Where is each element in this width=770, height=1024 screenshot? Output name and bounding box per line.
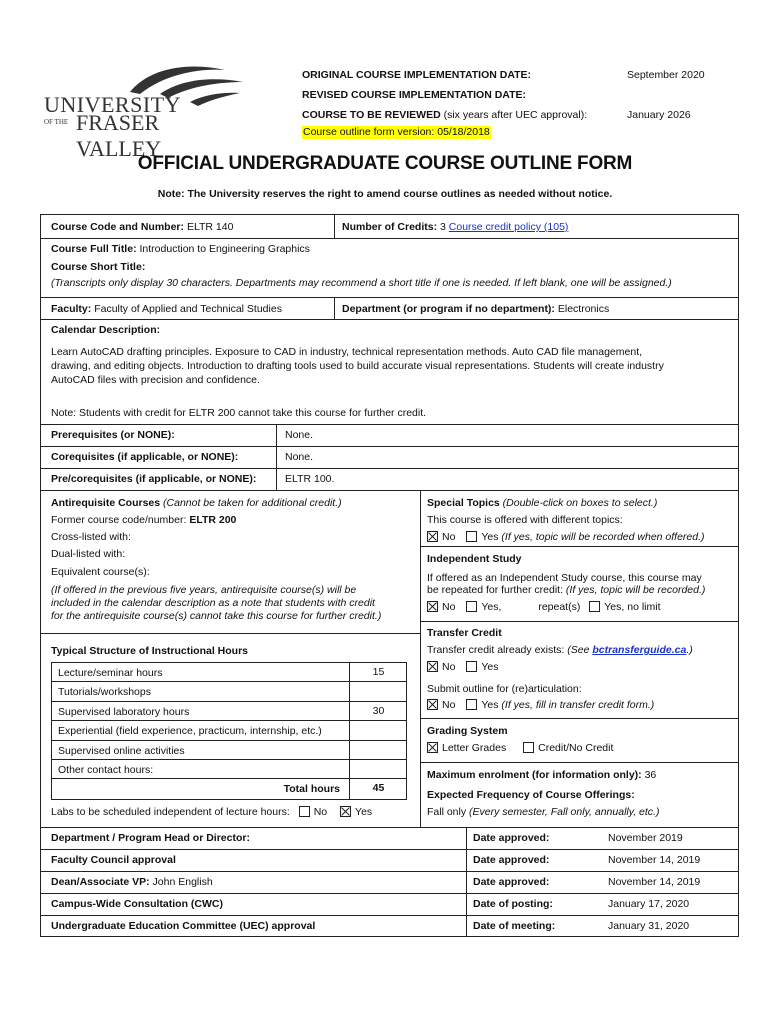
calendar-label: Calendar Description: xyxy=(51,324,161,336)
original-date-value: September 2020 xyxy=(627,69,705,81)
divider xyxy=(40,633,420,634)
cross-listed-label: Cross-listed with: xyxy=(51,531,131,543)
coreq-label: Corequisites (if applicable, or NONE): xyxy=(51,451,239,463)
original-date-label: ORIGINAL COURSE IMPLEMENTATION DATE: xyxy=(302,69,532,81)
transfer-exists-options: No Yes xyxy=(427,661,499,674)
faculty xyxy=(51,303,282,316)
hours-cell[interactable] xyxy=(349,682,407,701)
review-label: COURSE TO BE REVIEWED xyxy=(302,109,441,121)
calendar-line-2: drawing, and editing objects. Introduction to drafting tools used to build accurate visual representations. Students will create industry xyxy=(51,360,664,372)
independent-yes-checkbox[interactable] xyxy=(466,601,477,612)
approval-label: Undergraduate Education Committee (UEC) approval xyxy=(51,920,316,932)
grading-options: Letter Grades Credit/No Credit xyxy=(427,742,613,755)
former-code: Former course code/number: ELTR 200 xyxy=(51,514,237,526)
independent-study-heading: Independent Study xyxy=(427,553,522,565)
short-title-label: Course Short Title: xyxy=(51,261,146,273)
hours-table xyxy=(51,662,407,800)
labs-yes-checkbox[interactable] xyxy=(340,806,351,817)
divider xyxy=(40,468,739,469)
approval-label: Department / Program Head or Director: xyxy=(51,832,250,844)
table-row: Lecture/seminar hours 15 xyxy=(52,663,406,682)
approval-date: January 31, 2020 xyxy=(608,920,690,932)
divider xyxy=(40,827,739,828)
divider xyxy=(40,915,739,916)
approval-date-label: Date approved: xyxy=(473,876,550,888)
calendar-note: Note: Students with credit for ELTR 200 cannot take this course for further credit. xyxy=(51,407,427,419)
divider xyxy=(420,490,421,827)
submit-no-checkbox[interactable] xyxy=(427,699,438,710)
approval-date: January 17, 2020 xyxy=(608,898,690,910)
hours-label: Typical Structure of Instructional Hours xyxy=(51,645,248,657)
letter-grades-checkbox[interactable] xyxy=(427,742,438,753)
faculty-label: Faculty: xyxy=(51,303,92,315)
course-code-label: Course Code and Number: xyxy=(51,221,185,233)
divider xyxy=(40,446,739,447)
divider xyxy=(420,718,739,719)
special-yes-checkbox[interactable] xyxy=(466,531,477,542)
course-code-value: ELTR 140 xyxy=(186,221,234,233)
hours-cell[interactable] xyxy=(349,721,407,740)
dual-listed-label: Dual-listed with: xyxy=(51,548,126,560)
precoreq-value: ELTR 100. xyxy=(285,473,335,485)
bctransferguide-link[interactable]: bctransferguide.ca xyxy=(592,644,687,656)
special-no-checkbox[interactable] xyxy=(427,531,438,542)
credits xyxy=(342,221,568,234)
divider xyxy=(334,214,335,238)
divider xyxy=(420,621,739,622)
table-row: Other contact hours: xyxy=(52,760,406,779)
approval-date: November 14, 2019 xyxy=(608,854,701,866)
approval-date-label: Date of meeting: xyxy=(473,920,556,932)
approval-date-label: Date approved: xyxy=(473,832,550,844)
divider xyxy=(420,762,739,763)
approval-date-label: Date approved: xyxy=(473,854,550,866)
hours-cell[interactable]: 15 xyxy=(349,663,407,682)
table-row: Supervised laboratory hours 30 xyxy=(52,702,406,721)
full-title-value: Introduction to Engineering Graphics xyxy=(139,243,310,255)
divider xyxy=(40,490,739,491)
credits-label: Number of Credits: xyxy=(342,221,438,233)
hours-cell[interactable]: 30 xyxy=(349,702,407,721)
divider xyxy=(40,297,739,298)
review-date-line xyxy=(302,109,587,122)
divider xyxy=(466,827,467,937)
form-version: Course outline form version: 05/18/2018 xyxy=(303,126,490,138)
total-hours-label: Total hours xyxy=(283,783,340,796)
short-title-note: (Transcripts only display 30 characters. Departments may recommend a short title if one is needed. If left blank, one will be assigned.) xyxy=(51,277,672,289)
faculty-value: Faculty of Applied and Technical Studies xyxy=(94,303,282,315)
ufv-logo xyxy=(40,62,245,161)
table-row: Tutorials/workshops xyxy=(52,682,406,701)
precoreq-label: Pre/corequisites (if applicable, or NONE): xyxy=(51,473,257,485)
page-title: OFFICIAL UNDERGRADUATE COURSE OUTLINE FORM xyxy=(137,153,633,174)
submit-outline-label: Submit outline for (re)articulation: xyxy=(427,683,582,695)
approval-label: Dean/Associate VP: John English xyxy=(51,876,213,888)
logo-fraser-valley: FRASER VALLEY xyxy=(76,110,162,161)
prereq-value: None. xyxy=(285,429,314,441)
antireq-note-2: included in the calendar description as a note that students with credit xyxy=(51,597,375,609)
table-row: Experiential (field experience, practicum, internship, etc.) xyxy=(52,721,406,740)
labs-no-checkbox[interactable] xyxy=(299,806,310,817)
frequency-value: Fall only (Every semester, Fall only, annually, etc.) xyxy=(427,806,660,818)
transfer-no-checkbox[interactable] xyxy=(427,661,438,672)
divider xyxy=(420,546,739,547)
calendar-line-1: Learn AutoCAD drafting principles. Exposure to CAD in industry, technical representation methods. Auto CAD file management, xyxy=(51,346,643,358)
calendar-line-3: AutoCAD files with precision and confidence. xyxy=(51,374,260,386)
divider xyxy=(40,238,739,239)
revised-date-label: REVISED COURSE IMPLEMENTATION DATE: xyxy=(302,89,527,101)
special-topics-heading: Special Topics (Double-click on boxes to select.) xyxy=(427,497,658,509)
divider xyxy=(334,297,335,319)
hours-cell[interactable] xyxy=(349,760,407,779)
review-note: (six years after UEC approval): xyxy=(443,109,588,121)
divider xyxy=(276,424,277,490)
review-date-value: January 2026 xyxy=(627,109,691,121)
antireq-note-3: for the antirequisite course(s) cannot take this course for further credit.) xyxy=(51,610,382,622)
antireq-heading: Antirequisite Courses (Cannot be taken for additional credit.) xyxy=(51,497,342,509)
special-topics-options: No Yes (If yes, topic will be recorded when offered.) xyxy=(427,531,705,544)
amend-note: Note: The University reserves the right to amend course outlines as needed without notice. xyxy=(157,188,613,200)
approval-label: Campus-Wide Consultation (CWC) xyxy=(51,898,223,910)
full-title-label: Course Full Title: xyxy=(51,243,137,255)
antireq-note-1: (If offered in the previous five years, antirequisite course(s) will be xyxy=(51,584,357,596)
approval-label: Faculty Council approval xyxy=(51,854,176,866)
department-value: Electronics xyxy=(557,303,610,315)
credits-value: 3 xyxy=(440,221,446,233)
grading-heading: Grading System xyxy=(427,725,508,737)
frequency-label: Expected Frequency of Course Offerings: xyxy=(427,789,635,801)
department-label: Department (or program if no department): xyxy=(342,303,555,315)
independent-options: No Yes, repeat(s) Yes, no limit xyxy=(427,601,661,614)
approval-date: November 2019 xyxy=(608,832,683,844)
divider xyxy=(40,871,739,872)
full-title xyxy=(51,243,310,256)
submit-yes-checkbox[interactable] xyxy=(466,699,477,710)
special-topics-line: This course is offered with different topics: xyxy=(427,514,623,526)
approval-date: November 14, 2019 xyxy=(608,876,701,888)
transfer-exists: Transfer credit already exists: (See bctransferguide.ca.) xyxy=(427,644,693,656)
total-row xyxy=(52,779,406,798)
transfer-heading: Transfer Credit xyxy=(427,627,502,639)
labs-independent: Labs to be scheduled independent of lecture hours: No Yes xyxy=(51,806,373,818)
logo-of-the: OF THE xyxy=(44,118,69,126)
divider xyxy=(40,319,739,320)
table-row: Supervised online activities xyxy=(52,741,406,760)
total-hours-value: 45 xyxy=(349,779,407,798)
course-code xyxy=(51,221,233,234)
logo-university: UNIVERSITY xyxy=(44,92,181,117)
divider xyxy=(40,849,739,850)
credit-policy-link[interactable]: Course credit policy (105) xyxy=(448,221,569,233)
independent-no-limit-checkbox[interactable] xyxy=(589,601,600,612)
transfer-yes-checkbox[interactable] xyxy=(466,661,477,672)
approval-date-label: Date of posting: xyxy=(473,898,553,910)
max-enrolment: Maximum enrolment (for information only): 36 xyxy=(427,769,657,781)
department xyxy=(342,303,609,316)
credit-no-credit-checkbox[interactable] xyxy=(523,742,534,753)
independent-line-1: If offered as an Independent Study course, this course may xyxy=(427,572,702,584)
independent-no-checkbox[interactable] xyxy=(427,601,438,612)
hours-cell[interactable] xyxy=(349,741,407,760)
coreq-value: None. xyxy=(285,451,314,463)
divider xyxy=(40,424,739,425)
equivalent-label: Equivalent course(s): xyxy=(51,566,150,578)
divider xyxy=(40,893,739,894)
independent-line-2: be repeated for further credit: (If yes, topic will be recorded.) xyxy=(427,584,706,596)
submit-outline-options: No Yes (If yes, fill in transfer credit form.) xyxy=(427,699,654,712)
prereq-label: Prerequisites (or NONE): xyxy=(51,429,175,441)
